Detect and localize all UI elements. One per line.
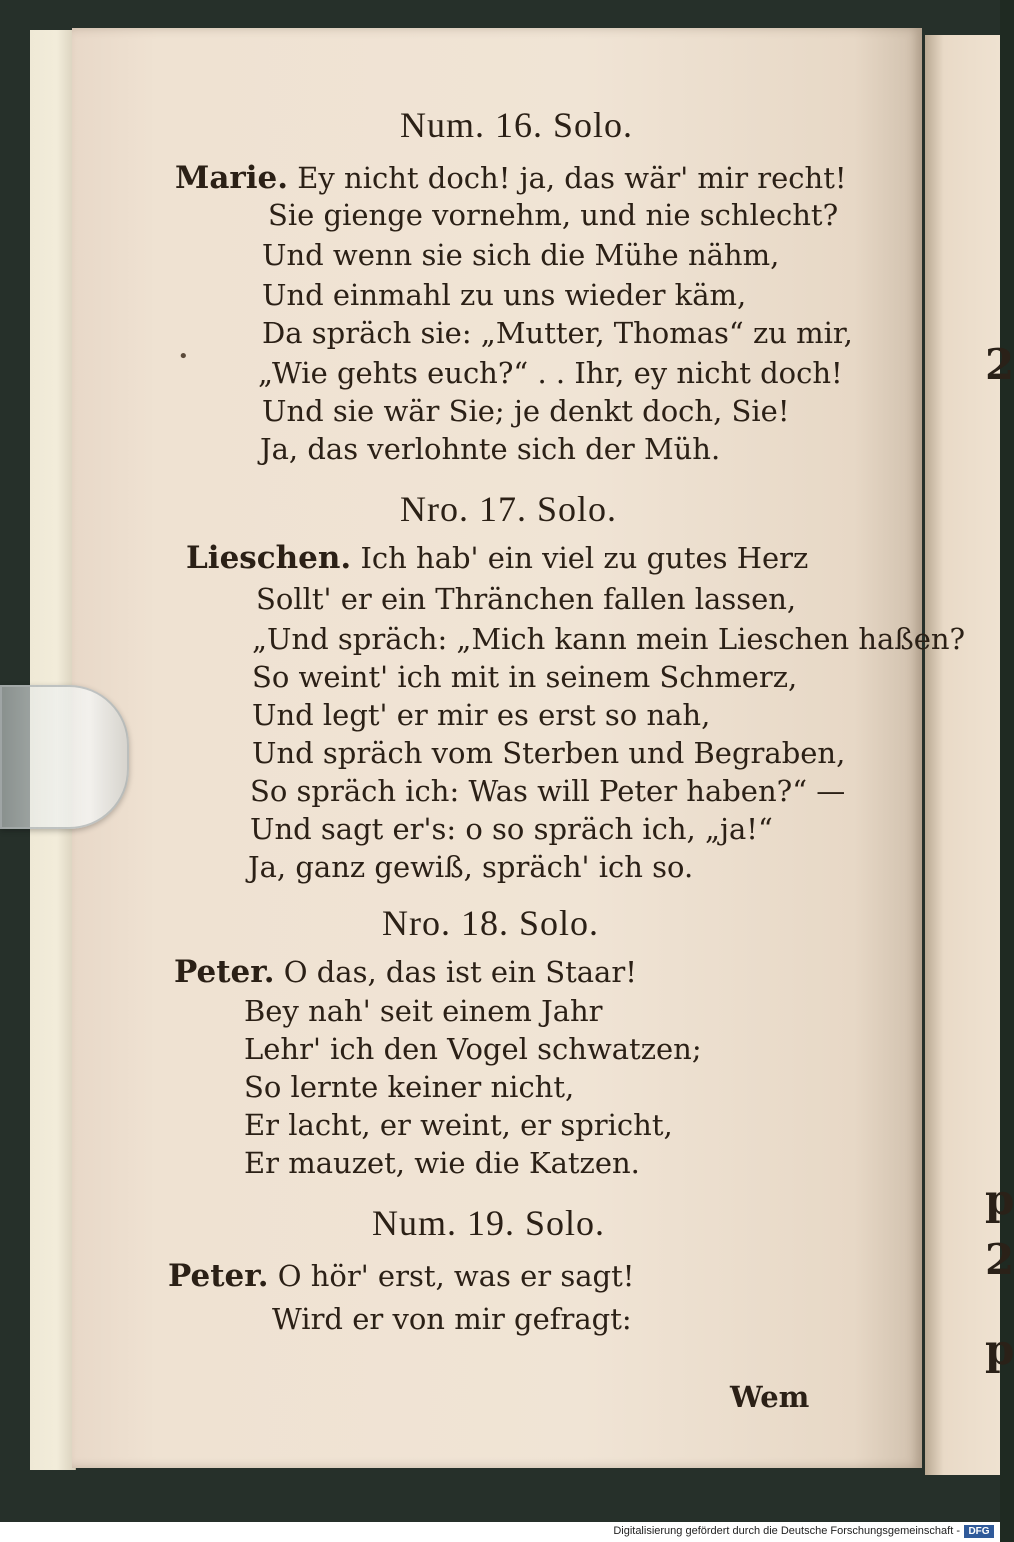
verse-line: Da spräch sie: „Mutter, Thomas“ zu mir, xyxy=(262,316,853,350)
verse-first-line xyxy=(175,160,847,196)
speaker-name: Peter. xyxy=(174,954,275,990)
verse-line: Und einmahl zu uns wieder käm, xyxy=(262,278,747,312)
verse-line: Er lacht, er weint, er spricht, xyxy=(244,1108,673,1142)
verse-line: Und sie wär Sie; je denkt doch, Sie! xyxy=(262,394,790,428)
verse-line: So weint' ich mit in seinem Schmerz, xyxy=(252,660,798,694)
verse-line: Ja, ganz gewiß, spräch' ich so. xyxy=(248,850,694,884)
verse-line: O das, das ist ein Staar! xyxy=(283,955,637,989)
verse-line: Ich hab' ein viel zu gutes Herz xyxy=(360,541,809,575)
verse-line: Er mauzet, wie die Katzen. xyxy=(244,1146,640,1180)
next-page-fragment: 2 xyxy=(985,1235,1014,1284)
section-heading: Num. 16. Solo. xyxy=(400,105,634,145)
verse-line: Wird er von mir gefragt: xyxy=(272,1302,632,1336)
verse-first-line xyxy=(168,1258,634,1294)
verse-first-line xyxy=(174,954,637,990)
catchword: Wem xyxy=(730,1380,810,1414)
speaker-name: Lieschen. xyxy=(186,540,352,576)
next-page-fragment: 2 xyxy=(985,340,1014,389)
verse-line: Und sagt er's: o so spräch ich, „ja!“ xyxy=(250,812,773,846)
verse-line: Ey nicht doch! ja, das wär' mir recht! xyxy=(297,161,847,195)
verse-line: „Und spräch: „Mich kann mein Lieschen haßen? xyxy=(252,622,966,656)
footer-credit: Digitalisierung gefördert durch die Deutsche Forschungsgemeinschaft - xyxy=(613,1525,960,1537)
verse-first-line xyxy=(186,540,808,576)
verse-line: Bey nah' seit einem Jahr xyxy=(244,994,603,1028)
section-heading: Nro. 18. Solo. xyxy=(382,903,600,943)
footer-bar xyxy=(0,1522,1000,1542)
dfg-logo: DFG xyxy=(964,1525,994,1538)
verse-line: „Wie gehts euch?“ . . Ihr, ey nicht doch! xyxy=(258,356,843,390)
next-page-edge xyxy=(925,35,1014,1475)
speaker-name: Marie. xyxy=(175,160,289,196)
section-heading: Num. 19. Solo. xyxy=(372,1203,606,1243)
speaker-name: Peter. xyxy=(168,1258,269,1294)
section-heading: Nro. 17. Solo. xyxy=(400,489,618,529)
next-page-fragment: p xyxy=(985,1175,1014,1224)
verse-line: Ja, das verlohnte sich der Müh. xyxy=(260,432,721,466)
verse-line: Sie gienge vornehm, und nie schlecht? xyxy=(268,198,839,232)
ink-spot: • xyxy=(178,346,189,367)
verse-line: O hör' erst, was er sagt! xyxy=(277,1259,635,1293)
verse-line: Sollt' er ein Thränchen fallen lassen, xyxy=(256,582,797,616)
next-page-fragment: p xyxy=(985,1325,1014,1374)
verse-line: So lernte keiner nicht, xyxy=(244,1070,575,1104)
verse-line: So spräch ich: Was will Peter haben?“ — xyxy=(250,774,846,808)
page-clip xyxy=(0,685,129,829)
verse-line: Und wenn sie sich die Mühe nähm, xyxy=(262,238,780,272)
verse-line: Und spräch vom Sterben und Begraben, xyxy=(252,736,846,770)
verse-line: Und legt' er mir es erst so nah, xyxy=(252,698,711,732)
verse-line: Lehr' ich den Vogel schwatzen; xyxy=(244,1032,702,1066)
